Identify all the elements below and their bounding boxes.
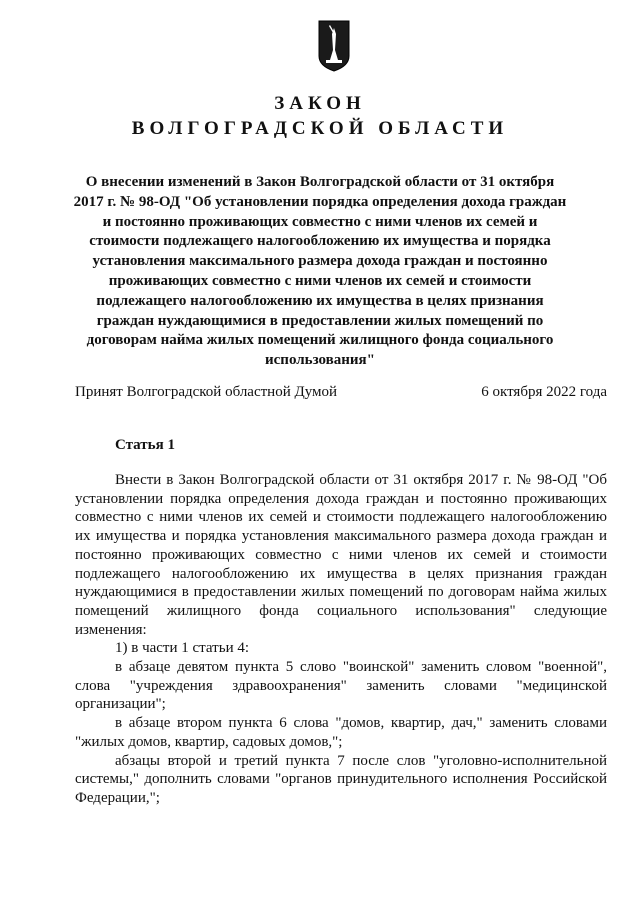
article-heading: Статья 1	[115, 437, 175, 453]
adopted-by: Принят Волгоградской областной Думой	[75, 384, 338, 400]
coat-of-arms-icon	[318, 20, 350, 72]
adoption-date: 6 октября 2022 года	[481, 384, 607, 400]
article-body	[75, 471, 607, 808]
paragraph: 1) в части 1 статьи 4:	[115, 640, 250, 657]
paragraph: в абзаце втором пункта 6 слова "домов, квартир, дач," заменить словами "жилых домов, квартир, садовых домов,";	[75, 715, 607, 750]
paragraph: абзацы второй и третий пункта 7 после слов "уголовно-исполнительной системы," дополнить словами "органов принудительного исполнения Российской Федерации,";	[75, 752, 607, 806]
paragraph: в абзаце девятом пункта 5 слово "воинской" заменить словом "военной", слова "учреждения здравоохранения" заменить словами "медицинской организации";	[75, 659, 607, 713]
law-title: ЗАКОН	[274, 93, 366, 114]
law-subject: О внесении изменений в Закон Волгоградской области от 31 октября 2017 г. № 98-ОД "Об установлении порядка определения дохода граждан и постоянно проживающих совместно с ними членов их семей и стоимости подлежащего налогообложению их имущества и порядка установления максимального размера дохода граждан и постоянно проживающих совместно с ними членов их семей и стоимости подлежащего налогообложению их имущества в целях признания граждан нуждающимися в предоставлении жилых помещений по договорам найма жилых помещений жилищного фонда социального использования"	[73, 174, 567, 369]
region-title: ВОЛГОГРАДСКОЙ ОБЛАСТИ	[131, 118, 509, 139]
paragraph: Внести в Закон Волгоградской области от 31 октября 2017 г. № 98-ОД "Об установлении порядка определения дохода граждан и постоянно проживающих совместно с ними членов их семей и стоимости подлежащего налогообложению их имущества и порядка установления максимального размера дохода граждан и постоянно проживающих совместно с ними членов их семей и стоимости подлежащего налогообложению их имущества в целях признания граждан нуждающимися в предоставлении жилых помещений по договорам найма жилых помещений жилищного фонда социального использования" следующие изменения:	[75, 472, 607, 638]
